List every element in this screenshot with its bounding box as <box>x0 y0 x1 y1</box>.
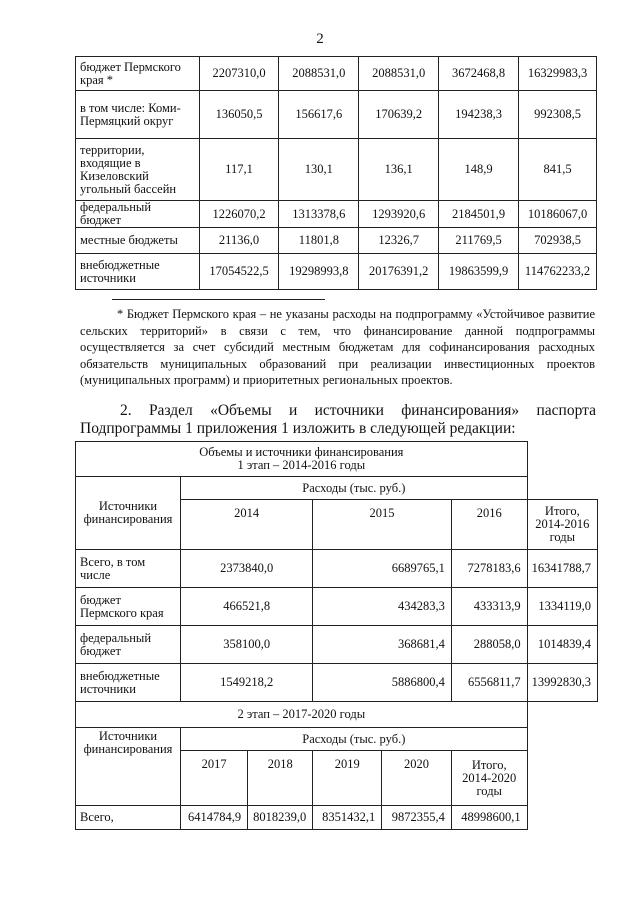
cell: 6556811,7 <box>451 664 527 702</box>
cell: 16341788,7 <box>527 550 597 588</box>
row-label: федеральный бюджет <box>76 201 200 228</box>
total-header: Итого, 2014-2020 годы <box>451 751 527 806</box>
para-word: паспорта <box>536 402 596 419</box>
table-row <box>76 57 597 91</box>
cell: 16329983,3 <box>519 57 597 91</box>
cell: 8351432,1 <box>313 806 382 830</box>
cell: 170639,2 <box>359 91 439 139</box>
cell: 8018239,0 <box>248 806 313 830</box>
cell: 19298993,8 <box>279 254 359 290</box>
expenses-header: Расходы (тыс. руб.) <box>181 477 528 500</box>
cell: 156617,6 <box>279 91 359 139</box>
cell: 2373840,0 <box>181 550 313 588</box>
cell: 117,1 <box>199 139 279 201</box>
cell: 7278183,6 <box>451 550 527 588</box>
footnote: * Бюджет Пермского края – не указаны расходы на подпрограмму «Устойчивое развитие сельских территорий» в связи с тем, что финансирование данной подпрограммы осуществляется за счет субсидий местным бюджетам для софинансирования расходных обязательств муниципальных образований при реализации инвестиционных проектов (муниципальных программ) и приоритетных региональных проектов. <box>80 307 595 387</box>
para-word: финансирования» <box>401 402 520 419</box>
cell: 130,1 <box>279 139 359 201</box>
page-number: 2 <box>316 31 324 47</box>
cell: 148,9 <box>439 139 519 201</box>
cell: 1293920,6 <box>359 201 439 228</box>
cell: 136,1 <box>359 139 439 201</box>
cell: 19863599,9 <box>439 254 519 290</box>
para-word: источники <box>314 402 384 419</box>
cell: 11801,8 <box>279 228 359 254</box>
total-header: Итого, 2014-2016 годы <box>527 500 597 550</box>
cell: 6414784,9 <box>181 806 248 830</box>
table-row <box>76 91 597 139</box>
cell: 13992830,3 <box>527 664 597 702</box>
cell: 1014839,4 <box>527 626 597 664</box>
cell: 358100,0 <box>181 626 313 664</box>
cell: 114762233,2 <box>519 254 597 290</box>
cell: 368681,4 <box>313 626 452 664</box>
row-label: бюджет Пермского края <box>76 588 181 626</box>
cell: 17054522,5 <box>199 254 279 290</box>
cell: 2184501,9 <box>439 201 519 228</box>
footnote-separator <box>112 299 325 300</box>
row-label: бюджет Пермского края * <box>76 57 200 91</box>
header-row <box>76 728 598 751</box>
cell: 12326,7 <box>359 228 439 254</box>
stage2-title: 2 этап – 2017-2020 годы <box>76 702 528 728</box>
year-header: 2019 <box>313 751 382 806</box>
cell: 2088531,0 <box>359 57 439 91</box>
table-row <box>76 228 597 254</box>
cell: 434283,3 <box>313 588 452 626</box>
table-row <box>76 254 597 290</box>
table-row <box>76 664 598 702</box>
cell: 5886800,4 <box>313 664 452 702</box>
row-label: Всего, <box>76 806 181 830</box>
cell: 10186067,0 <box>519 201 597 228</box>
year-header: 2018 <box>248 751 313 806</box>
sources-header: Источники финансирования <box>76 728 181 806</box>
year-header: 2016 <box>451 500 527 550</box>
funding-table-continued <box>75 56 597 290</box>
cell: 2207310,0 <box>199 57 279 91</box>
para-word: и <box>288 402 298 419</box>
para-line-2: Подпрограммы 1 приложения 1 изложить в следующей редакции: <box>80 420 516 437</box>
table-title: Объемы и источники финансирования 1 этап – 2014-2016 годы <box>76 442 528 477</box>
cell: 288058,0 <box>451 626 527 664</box>
year-header: 2015 <box>313 500 452 550</box>
cell: 841,5 <box>519 139 597 201</box>
cell: 2088531,0 <box>279 57 359 91</box>
cell: 211769,5 <box>439 228 519 254</box>
cell: 9872355,4 <box>382 806 452 830</box>
row-label: местные бюджеты <box>76 228 200 254</box>
header-row <box>76 477 598 500</box>
row-label: внебюджетные источники <box>76 664 181 702</box>
sources-header: Источники финансирования <box>76 477 181 550</box>
cell: 3672468,8 <box>439 57 519 91</box>
para-word: 2. <box>120 402 132 419</box>
row-label: территории, входящие в Кизеловский угольный бассейн <box>76 139 200 201</box>
cell: 48998600,1 <box>451 806 527 830</box>
cell: 6689765,1 <box>313 550 452 588</box>
cell: 433313,9 <box>451 588 527 626</box>
stage2-title-row <box>76 702 598 728</box>
year-header: 2017 <box>181 751 248 806</box>
cell: 1334119,0 <box>527 588 597 626</box>
row-label: в том числе: Коми-Пермяцкий округ <box>76 91 200 139</box>
table-row <box>76 139 597 201</box>
para-word: Раздел <box>148 402 193 419</box>
amendment-paragraph <box>80 402 596 438</box>
table-row <box>76 806 598 830</box>
cell: 136050,5 <box>199 91 279 139</box>
cell: 20176391,2 <box>359 254 439 290</box>
para-word: «Объемы <box>210 402 272 419</box>
funding-passport-table <box>75 441 598 830</box>
year-header: 2014 <box>181 500 313 550</box>
row-label: внебюджетные источники <box>76 254 200 290</box>
cell: 21136,0 <box>199 228 279 254</box>
table-row <box>76 588 598 626</box>
table-row <box>76 201 597 228</box>
row-label: Всего, в том числе <box>76 550 181 588</box>
cell: 1549218,2 <box>181 664 313 702</box>
cell: 992308,5 <box>519 91 597 139</box>
expenses-header: Расходы (тыс. руб.) <box>181 728 528 751</box>
cell: 702938,5 <box>519 228 597 254</box>
year-header: 2020 <box>382 751 452 806</box>
cell: 1226070,2 <box>199 201 279 228</box>
row-label: федеральный бюджет <box>76 626 181 664</box>
table-row <box>76 626 598 664</box>
cell: 1313378,6 <box>279 201 359 228</box>
cell: 194238,3 <box>439 91 519 139</box>
cell: 466521,8 <box>181 588 313 626</box>
table-title-row <box>76 442 598 477</box>
table-row <box>76 550 598 588</box>
